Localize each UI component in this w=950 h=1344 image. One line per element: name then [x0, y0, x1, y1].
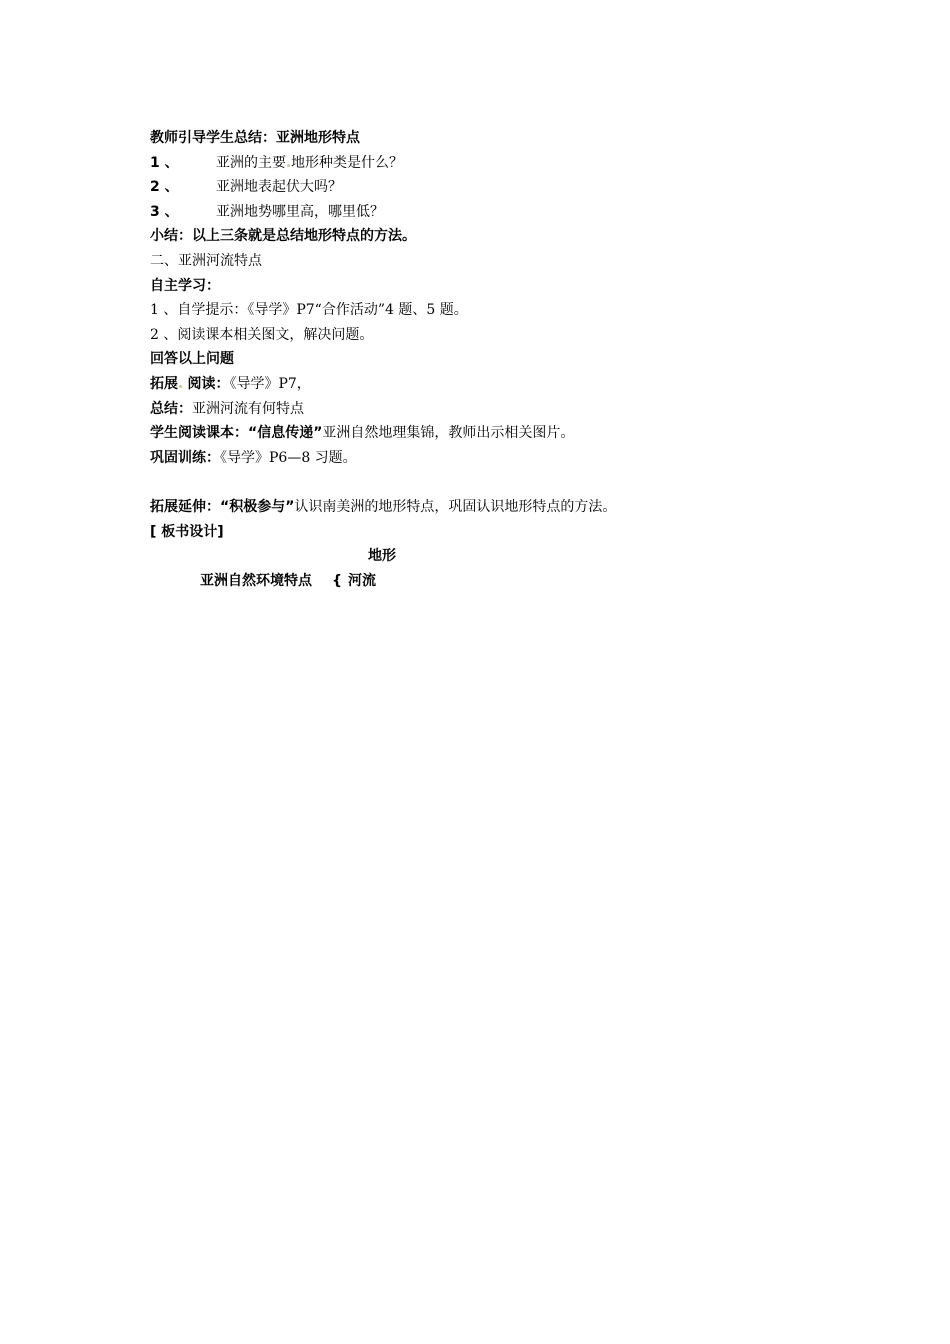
consolidation-text: 《导学》P6—8 习题。: [220, 449, 357, 466]
board-item-rivers: 河流: [347, 572, 376, 589]
question-1: [150, 151, 790, 176]
question-number: 1 、: [150, 154, 179, 171]
question-3: [150, 200, 790, 225]
question-2: [150, 175, 790, 200]
self-study-label: 自主学习：: [150, 277, 220, 294]
summary-heading: 教师引导学生总结：亚洲地形特点: [150, 130, 360, 146]
student-reading-line: [150, 421, 790, 446]
reading-label: 阅读：: [187, 375, 230, 392]
section-two-heading: 二、亚洲河流特点: [150, 252, 262, 269]
summary2-text: 亚洲河流有何特点: [192, 400, 304, 417]
student-reading-quote: “信息传递”: [248, 425, 323, 442]
question-number: 3 、: [150, 203, 179, 220]
student-reading-label: 学生阅读课本：: [150, 425, 248, 442]
board-design-label: [ 板书设计]: [150, 523, 224, 540]
board-design: [150, 544, 790, 596]
board-item-terrain: 地形: [368, 548, 396, 565]
conclusion: 小结：以上三条就是总结地形特点的方法。: [150, 228, 416, 245]
extension2-quote: “积极参与”: [220, 498, 295, 515]
mark-dot: [179, 385, 182, 388]
extension-label: 拓展: [150, 375, 178, 392]
summary2-line: [150, 397, 790, 422]
board-brace: {: [332, 572, 342, 589]
question-number: 2 、: [150, 179, 179, 196]
question-text: 地形种类是什么？: [291, 154, 403, 171]
consolidation-label: 巩固训练：: [150, 449, 220, 466]
answer-questions: 回答以上问题: [150, 351, 234, 368]
extension2-text: 认识南美洲的地形特点，巩固认识地形特点的方法。: [294, 498, 617, 515]
self-study-item-1: 1 、自学提示：《导学》P7“合作活动”4 题、5 题。: [150, 302, 468, 319]
extension-line: [150, 372, 790, 397]
board-main-title: 亚洲自然环境特点: [200, 572, 312, 589]
blank-line: [150, 470, 790, 495]
extension2-label: 拓展延伸：: [150, 498, 220, 515]
question-text: 亚洲的主要: [216, 154, 286, 171]
summary2-label: 总结：: [150, 400, 192, 417]
extension2-line: [150, 495, 790, 520]
question-text: 亚洲地表起伏大吗？: [216, 179, 342, 196]
board-main-row: [200, 569, 376, 594]
self-study-item-2: 2 、阅读课本相关图文，解决问题。: [150, 326, 374, 343]
question-text: 亚洲地势哪里高，哪里低？: [216, 203, 384, 220]
document-content: [150, 126, 790, 596]
extension-text: 《导学》P7，: [229, 375, 311, 392]
student-reading-text: 亚洲自然地理集锦，教师出示相关图片。: [322, 425, 575, 442]
consolidation-line: [150, 446, 790, 471]
mark-dot: [287, 164, 290, 167]
